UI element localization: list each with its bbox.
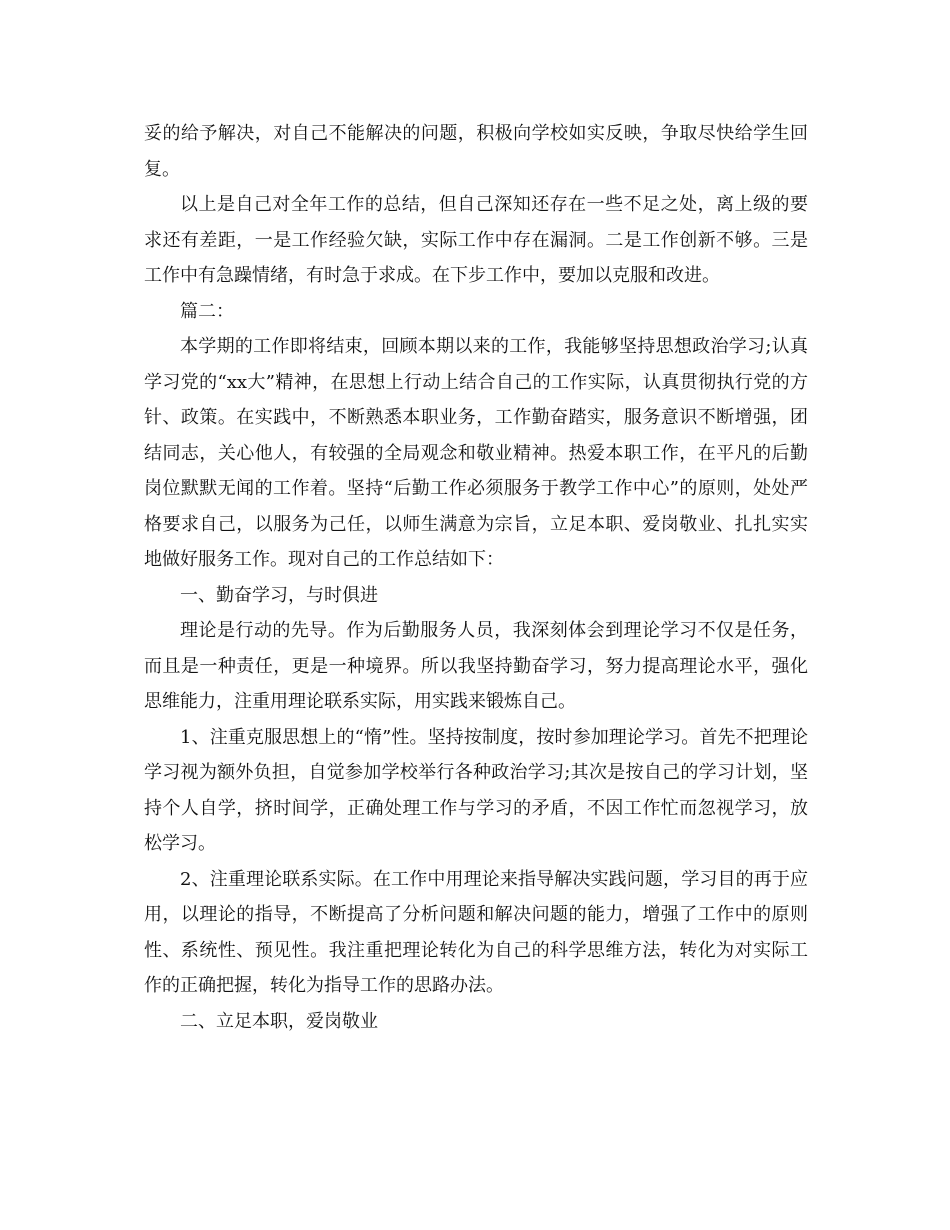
section-heading-part-two: 篇二： xyxy=(180,300,234,322)
paragraph-point-1: 1、注重克服思想上的“惰”性。坚持按制度，按时参加理论学习。首先不把理论学习视为额外负担，自觉参加学校举行各种政治学习;其次是按自己的学习计划，坚持个人自学，挤时间学，正确处理工作与学习的矛盾，不因工作忙而忽视学习，放松学习。 xyxy=(144,726,808,854)
paragraph-theory: 理论是行动的先导。作为后勤服务人员，我深刻体会到理论学习不仅是任务，而且是一种责任，更是一种境界。所以我坚持勤奋学习，努力提高理论水平，强化思维能力，注重用理论联系实际，用实践来锻炼自己。 xyxy=(144,620,808,712)
heading-dedication: 二、立足本职，爱岗敬业 xyxy=(180,1010,378,1032)
paragraph-point-2: 2、注重理论联系实际。在工作中用理论来指导解决实践问题，学习目的再于应用，以理论的指导，不断提高了分析问题和解决问题的能力，增强了工作中的原则性、系统性、预见性。我注重把理论转化为自己的科学思维方法，转化为对实际工作的正确把握，转化为指导工作的思路办法。 xyxy=(144,868,808,996)
heading-study: 一、勤奋学习，与时俱进 xyxy=(180,584,378,606)
paragraph-summary: 以上是自己对全年工作的总结，但自己深知还存在一些不足之处，离上级的要求还有差距，一是工作经验欠缺，实际工作中存在漏洞。二是工作创新不够。三是工作中有急躁情绪，有时急于求成。在下步工作中，要加以克服和改进。 xyxy=(144,194,808,286)
document-body xyxy=(144,116,808,1039)
paragraph-intro: 本学期的工作即将结束，回顾本期以来的工作，我能够坚持思想政治学习;认真学习党的“xx大”精神，在思想上行动上结合自己的工作实际，认真贯彻执行党的方针、政策。在实践中，不断熟悉本职业务，工作勤奋踏实，服务意识不断增强，团结同志，关心他人，有较强的全局观念和敬业精神。热爱本职工作，在平凡的后勤岗位默默无闻的工作着。坚持“后勤工作必须服务于教学工作中心”的原则，处处严格要求自己，以服务为己任，以师生满意为宗旨，立足本职、爱岗敬业、扎扎实实地做好服务工作。现对自己的工作总结如下： xyxy=(144,336,808,570)
paragraph-continuation: 妥的给予解决，对自己不能解决的问题，积极向学校如实反映，争取尽快给学生回复。 xyxy=(144,123,808,180)
